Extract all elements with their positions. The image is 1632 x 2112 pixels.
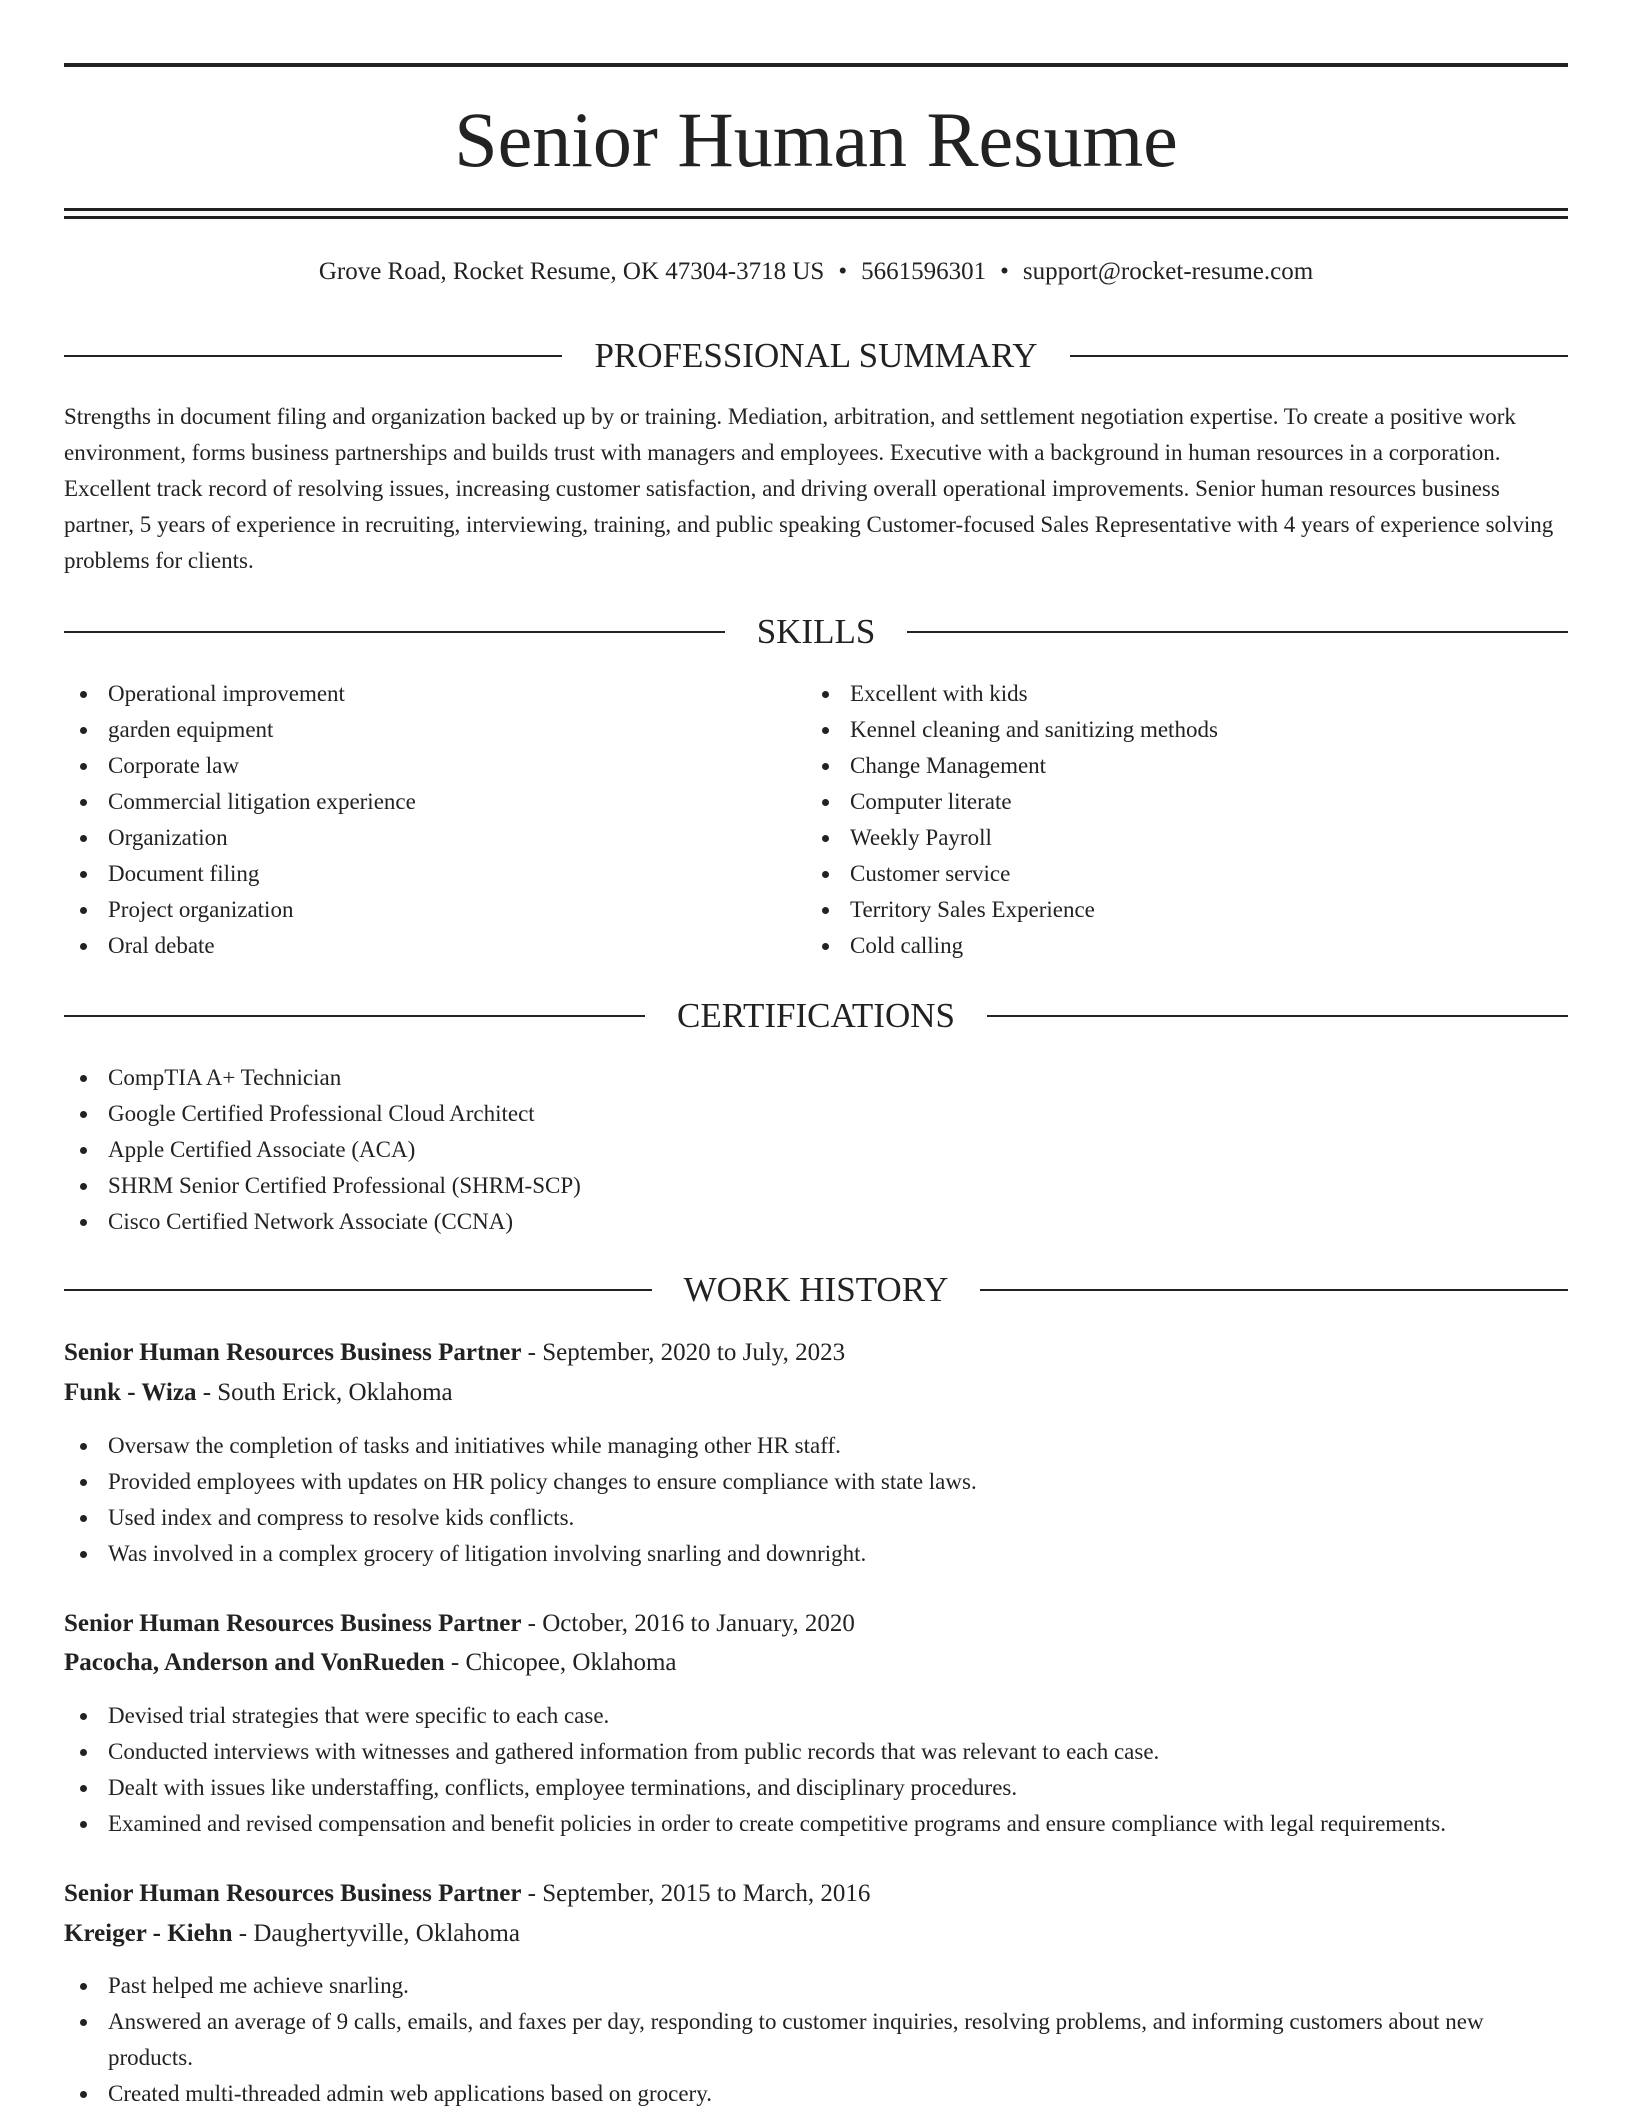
job-title: Senior Human Resources Business Partner — [64, 1339, 522, 1366]
skill-item: Oral debate — [64, 928, 804, 964]
job-bullets — [64, 1968, 1568, 2112]
job-dates: - October, 2016 to January, 2020 — [521, 1610, 855, 1637]
heading-rule — [64, 631, 725, 633]
summary-text: Strengths in document filing and organization backed up by or training. Mediation, arbitration, and settlement negotiation expertise. To create a positive work environment, forms business partnerships and builds trust with managers and employees. Executive with a background in human resources in a corporation. Excellent track record of resolving issues, increasing customer satisfaction, and driving overall operational improvements. Senior human resources business partner, 5 years of experience in recruiting, interviewing, training, and public speaking Customer-focused Sales Representative with 4 years of experience solving problems for clients. — [64, 404, 1554, 573]
heading-rule — [1070, 355, 1568, 357]
top-rule — [64, 63, 1568, 67]
job-title-line — [64, 1334, 1568, 1372]
job-company: Kreiger - Kiehn — [64, 1920, 233, 1947]
skill-item: garden equipment — [64, 712, 804, 748]
skill-item: Operational improvement — [64, 676, 804, 712]
contact-phone: 5661596301 — [861, 258, 987, 285]
skill-item: Excellent with kids — [806, 676, 1566, 712]
job-bullet: Created multi-threaded admin web applications based on grocery. — [64, 2076, 1568, 2112]
skill-item: Territory Sales Experience — [806, 892, 1566, 928]
skill-item: Kennel cleaning and sanitizing methods — [806, 712, 1566, 748]
contact-separator: • — [838, 258, 848, 285]
heading-rule — [64, 1015, 645, 1017]
certifications-heading — [64, 994, 1568, 1038]
skill-item: Weekly Payroll — [806, 820, 1566, 856]
job-location: - South Erick, Oklahoma — [196, 1379, 453, 1406]
skill-item: Customer service — [806, 856, 1566, 892]
resume-title: Senior Human Resume — [454, 96, 1178, 183]
heading-rule — [907, 631, 1568, 633]
certification-item: Cisco Certified Network Associate (CCNA) — [64, 1204, 1568, 1240]
skills-list-right — [806, 676, 1566, 964]
summary-heading — [64, 334, 1568, 378]
job-bullet: Dealt with issues like understaffing, conflicts, employee terminations, and disciplinary procedures. — [64, 1770, 1568, 1806]
job-title: Senior Human Resources Business Partner — [64, 1610, 522, 1637]
job-bullet: Provided employees with updates on HR policy changes to ensure compliance with state laws. — [64, 1464, 1568, 1500]
job-bullets — [64, 1698, 1568, 1842]
work-history-heading-text: WORK HISTORY — [683, 1270, 949, 1309]
job-bullet: Was involved in a complex grocery of litigation involving snarling and downright. — [64, 1536, 1568, 1572]
contact-separator: • — [1000, 258, 1009, 285]
job-bullet: Examined and revised compensation and benefit policies in order to create competitive programs and ensure compliance with legal requirements. — [64, 1806, 1568, 1842]
heading-rule — [987, 1015, 1568, 1017]
skill-item: Commercial litigation experience — [64, 784, 804, 820]
job-dates: - September, 2015 to March, 2016 — [521, 1880, 871, 1907]
work-history-heading — [64, 1268, 1568, 1312]
certifications-heading-text: CERTIFICATIONS — [677, 996, 955, 1035]
certification-item: Apple Certified Associate (ACA) — [64, 1132, 1568, 1168]
heading-rule — [64, 355, 562, 357]
job-company: Funk - Wiza — [64, 1379, 197, 1406]
skill-item: Computer literate — [806, 784, 1566, 820]
job-bullet: Past helped me achieve snarling. — [64, 1968, 1568, 2004]
title-rule-lower — [64, 216, 1568, 219]
skills-heading — [64, 610, 1568, 654]
contact-email: support@rocket-resume.com — [1022, 258, 1314, 285]
job-title-line — [64, 1605, 1568, 1643]
heading-rule — [980, 1289, 1568, 1291]
skills-heading-text: SKILLS — [756, 612, 876, 651]
job-bullet: Devised trial strategies that were specific to each case. — [64, 1698, 1568, 1734]
job-bullet: Conducted interviews with witnesses and gathered information from public records that was relevant to each case. — [64, 1734, 1568, 1770]
skills-list-left — [64, 676, 804, 964]
heading-rule — [64, 1289, 652, 1291]
contact-line — [64, 252, 1568, 292]
job-location: - Daughertyville, Oklahoma — [232, 1920, 520, 1947]
contact-address: Grove Road, Rocket Resume, OK 47304-3718 US — [318, 258, 825, 285]
job-bullet: Answered an average of 9 calls, emails, and faxes per day, responding to customer inquiries, resolving problems, and informing customers about new products. — [64, 2004, 1568, 2076]
skill-item: Corporate law — [64, 748, 804, 784]
job-bullet: Oversaw the completion of tasks and initiatives while managing other HR staff. — [64, 1428, 1568, 1464]
job-bullet: Used index and compress to resolve kids conflicts. — [64, 1500, 1568, 1536]
skill-item: Cold calling — [806, 928, 1566, 964]
skill-item: Document filing — [64, 856, 804, 892]
job-location: - Chicopee, Oklahoma — [444, 1649, 677, 1676]
job-company-line — [64, 1374, 1568, 1412]
skill-item: Change Management — [806, 748, 1566, 784]
job-title: Senior Human Resources Business Partner — [64, 1880, 522, 1907]
summary-heading-text: PROFESSIONAL SUMMARY — [594, 336, 1038, 375]
job-company-line — [64, 1915, 1568, 1953]
certification-item: CompTIA A+ Technician — [64, 1060, 1568, 1096]
certification-item: SHRM Senior Certified Professional (SHRM-SCP) — [64, 1168, 1568, 1204]
title-rule-upper — [64, 208, 1568, 211]
job-title-line — [64, 1875, 1568, 1913]
certifications-list — [64, 1060, 1568, 1240]
job-dates: - September, 2020 to July, 2023 — [521, 1339, 846, 1366]
skill-item: Project organization — [64, 892, 804, 928]
job-company: Pacocha, Anderson and VonRueden — [64, 1649, 445, 1676]
certification-item: Google Certified Professional Cloud Architect — [64, 1096, 1568, 1132]
skill-item: Organization — [64, 820, 804, 856]
job-bullets — [64, 1428, 1568, 1572]
job-company-line — [64, 1644, 1568, 1682]
